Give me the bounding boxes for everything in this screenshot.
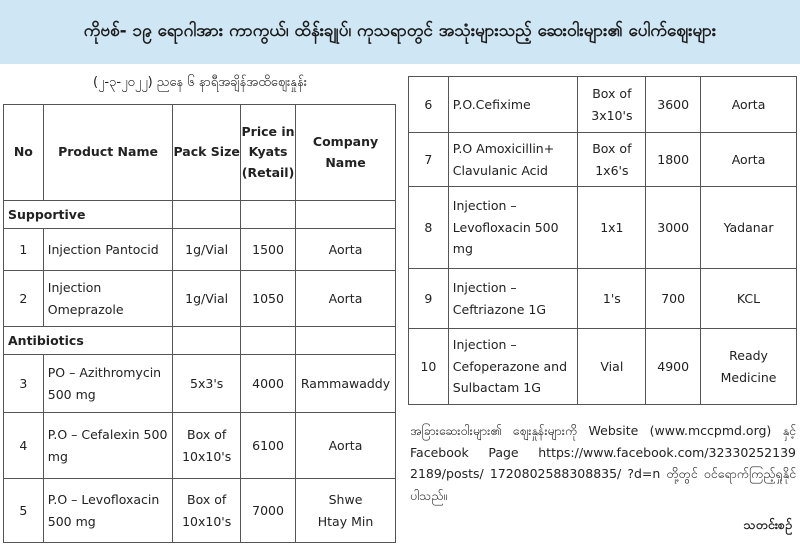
row-no: 2 xyxy=(4,271,44,327)
row-price: 4900 xyxy=(646,329,701,405)
table-row xyxy=(4,413,396,479)
table-row xyxy=(4,355,396,413)
price-table-right xyxy=(408,76,797,405)
footer-note: အခြားဆေးဝါးများ၏ ဈေးနှုန်းများကို Website (www.mccpmd.org) နှင့် Facebook Page https://www.facebook.com/32330252139 2189/posts/ 1720802588308835/ ?d=n တို့တွင် ဝင်ရောက်ကြည့်ရှုနိုင်ပါသည်။ xyxy=(410,423,796,503)
col-header-price: Price in Kyats (Retail) xyxy=(241,105,296,201)
page-title: ကိုဗစ်- ၁၉ ရောဂါအား ကာကွယ်၊ ထိန်းချုပ်၊ ကုသရာတွင် အသုံးများသည့် ဆေးဝါးများ၏ ပေါက်ဈေးများ xyxy=(83,20,717,41)
row-company: Shwe Htay Min xyxy=(296,479,396,543)
row-company: KCL xyxy=(701,269,797,329)
row-product: Injection – Ceftriazone 1G xyxy=(448,269,578,329)
table-row xyxy=(409,329,797,405)
row-pack: Box of 1x6's xyxy=(578,133,646,187)
row-no: 4 xyxy=(4,413,44,479)
row-pack: Box of 10x10's xyxy=(173,479,241,543)
row-product: P.O – Levofloxacin 500 mg xyxy=(43,479,173,543)
section-label-antibiotics: Antibiotics xyxy=(4,327,173,355)
price-date-subtitle: (၂-၃-၂၀၂၂) ညနေ ၆ နာရီအချိန်အထိဈေးနှုန်း xyxy=(92,75,308,90)
row-company: Aorta xyxy=(701,133,797,187)
row-company: Aorta xyxy=(296,413,396,479)
row-company: Aorta xyxy=(701,77,797,133)
row-product: Injection Pantocid xyxy=(43,229,173,271)
section-label-supportive: Supportive xyxy=(4,201,173,229)
row-price: 3600 xyxy=(646,77,701,133)
row-price: 3000 xyxy=(646,187,701,269)
row-no: 6 xyxy=(409,77,449,133)
col-header-company: Company Name xyxy=(296,105,396,201)
row-pack: 5x3's xyxy=(173,355,241,413)
row-company: Ready Medicine xyxy=(701,329,797,405)
row-price: 4000 xyxy=(241,355,296,413)
table-row xyxy=(4,479,396,543)
table-row xyxy=(409,133,797,187)
row-company: Aorta xyxy=(296,229,396,271)
row-pack: 1x1 xyxy=(578,187,646,269)
table-row xyxy=(409,77,797,133)
row-pack: Box of 10x10's xyxy=(173,413,241,479)
row-pack: 1's xyxy=(578,269,646,329)
header-banner xyxy=(0,0,800,64)
row-no: 9 xyxy=(409,269,449,329)
row-price: 1800 xyxy=(646,133,701,187)
row-company: Aorta xyxy=(296,271,396,327)
row-company: Rammawaddy xyxy=(296,355,396,413)
row-product: Injection – Cefoperazone and Sulbactam 1G xyxy=(448,329,578,405)
row-no: 1 xyxy=(4,229,44,271)
reporter-credit: သတင်းစဉ် xyxy=(743,517,792,532)
section-row-antibiotics xyxy=(4,327,396,355)
table-header-row xyxy=(4,105,396,201)
row-product: P.O – Cefalexin 500 mg xyxy=(43,413,173,479)
row-price: 6100 xyxy=(241,413,296,479)
price-table-left xyxy=(3,104,396,543)
row-company: Yadanar xyxy=(701,187,797,269)
row-product: Injection – Levofloxacin 500 mg xyxy=(448,187,578,269)
row-price: 700 xyxy=(646,269,701,329)
table-row xyxy=(4,271,396,327)
row-no: 8 xyxy=(409,187,449,269)
row-price: 1050 xyxy=(241,271,296,327)
table-row xyxy=(409,187,797,269)
row-no: 5 xyxy=(4,479,44,543)
row-price: 7000 xyxy=(241,479,296,543)
col-header-product: Product Name xyxy=(43,105,173,201)
row-pack: Box of 3x10's xyxy=(578,77,646,133)
section-row-supportive xyxy=(4,201,396,229)
col-header-no: No xyxy=(4,105,44,201)
row-product: Injection Omeprazole xyxy=(43,271,173,327)
row-no: 3 xyxy=(4,355,44,413)
row-pack: Vial xyxy=(578,329,646,405)
table-row xyxy=(4,229,396,271)
row-product: PO – Azithromycin 500 mg xyxy=(43,355,173,413)
row-no: 10 xyxy=(409,329,449,405)
row-pack: 1g/Vial xyxy=(173,229,241,271)
row-pack: 1g/Vial xyxy=(173,271,241,327)
row-price: 1500 xyxy=(241,229,296,271)
table-row xyxy=(409,269,797,329)
row-no: 7 xyxy=(409,133,449,187)
row-product: P.O.Cefixime xyxy=(448,77,578,133)
col-header-pack: Pack Size xyxy=(173,105,241,201)
row-product: P.O Amoxicillin+ Clavulanic Acid xyxy=(448,133,578,187)
